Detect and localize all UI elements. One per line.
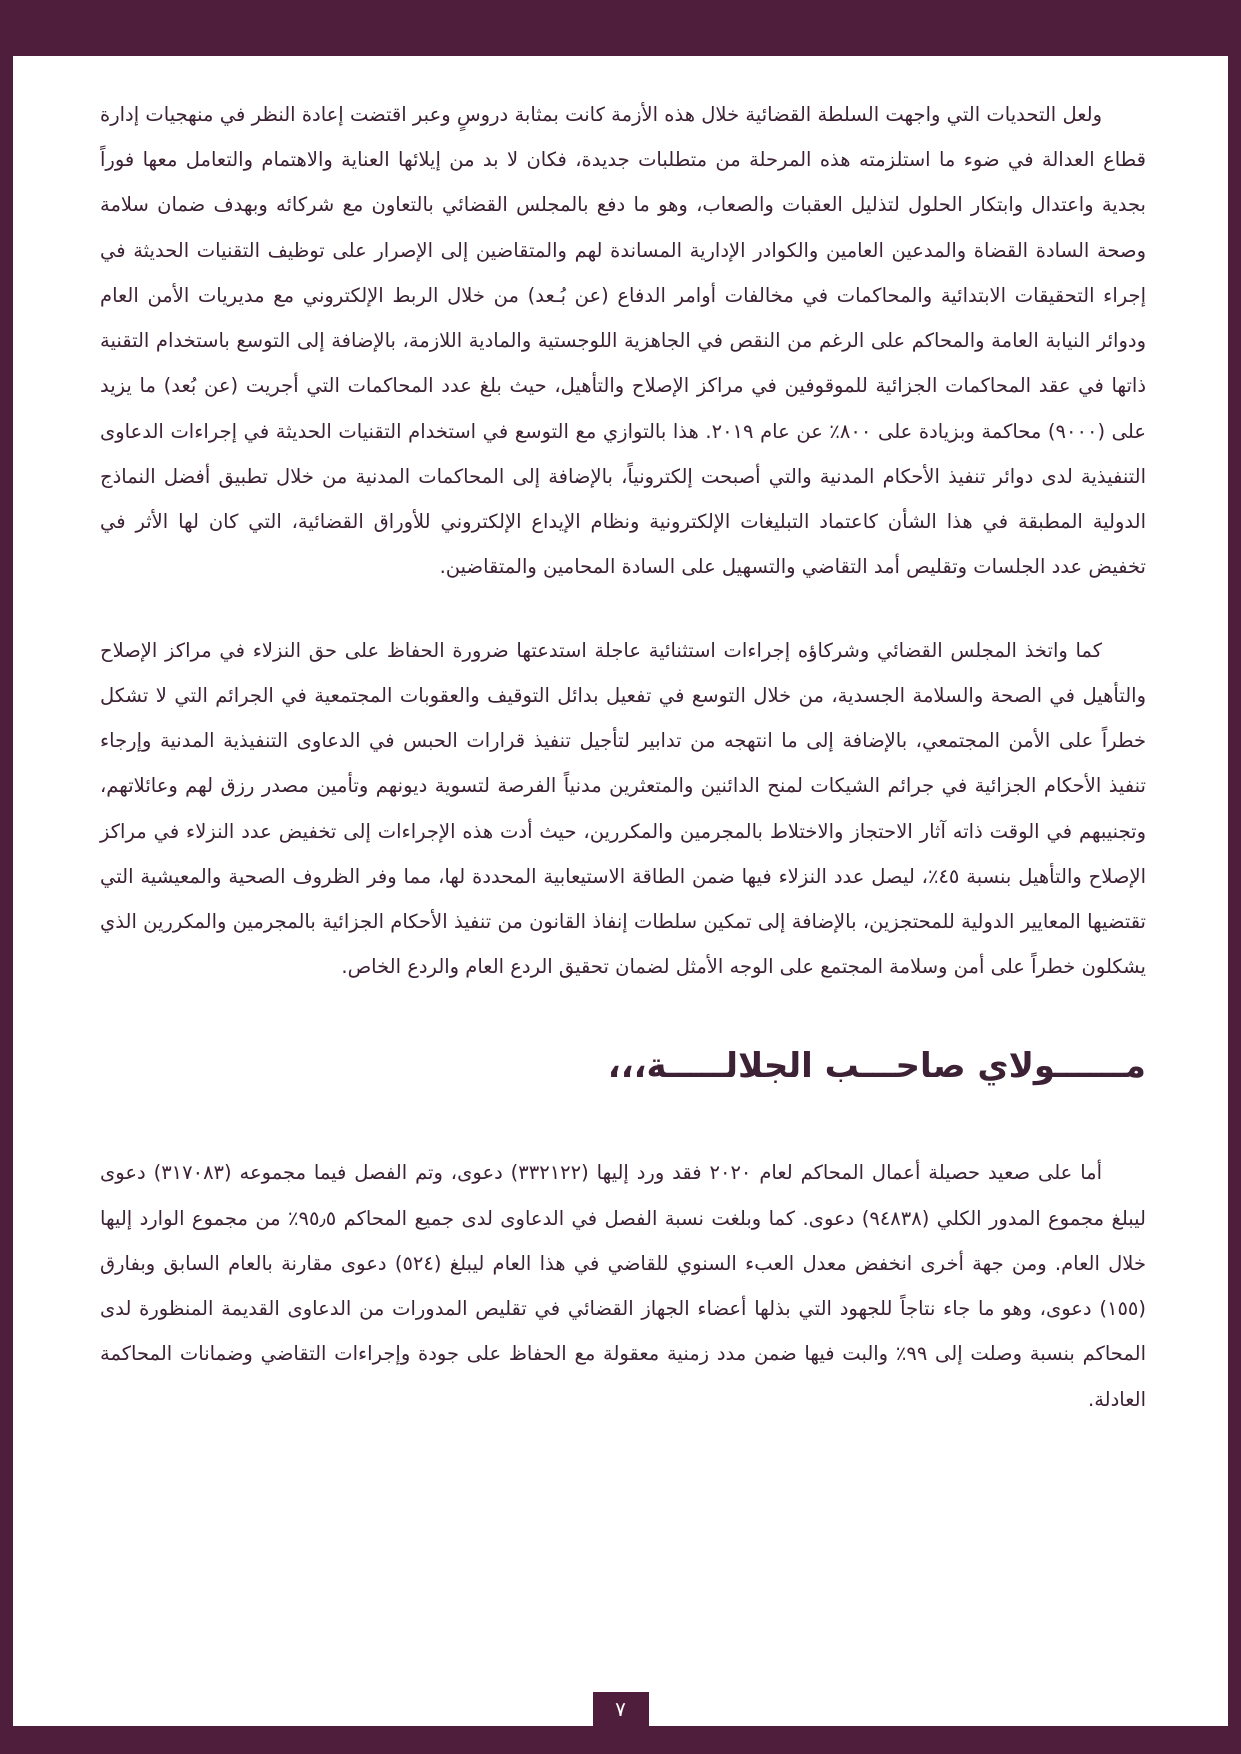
page-content <box>100 92 1146 1460</box>
paragraph-exceptional-measures: كما واتخذ المجلس القضائي وشركاؤه إجراءات استثنائية عاجلة استدعتها ضرورة الحفاظ على حق النزلاء في مراكز الإصلاح والتأهيل في الصحة والسلامة الجسدية، من خلال التوسع في تفعيل بدائل التوقيف والعقوبات المجتمعية في الجرائم التي لا تشكل خطراً على الأمن المجتمعي، بالإضافة إلى ما انتهجه من تدابير لتأجيل تنفيذ قرارات الحبس في الدعاوى التنفيذية المدنية وإرجاء تنفيذ الأحكام الجزائية في جرائم الشيكات لمنح الدائنين والمتعثرين مدنياً الفرصة لتسوية ديونهم وتأمين مصدر رزق لهم وعائلاتهم، وتجنيبهم في الوقت ذاته آثار الاحتجاز والاختلاط بالمجرمين والمكررين، حيث أدت هذه الإجراءات إلى تخفيض عدد النزلاء في مراكز الإصلاح والتأهيل بنسبة ٤٥٪، ليصل عدد النزلاء فيها ضمن الطاقة الاستيعابية المحددة لها، مما وفر الظروف الصحية والمعيشية التي تقتضيها المعايير الدولية للمحتجزين، بالإضافة إلى تمكين سلطات إنفاذ القانون من تنفيذ الأحكام الجزائية بالمجرمين والمكررين الذي يشكلون خطراً على أمن وسلامة المجتمع على الوجه الأمثل لضمان تحقيق الردع العام والردع الخاص. <box>100 638 1147 979</box>
right-border-bar <box>1228 0 1241 1754</box>
page-number-badge <box>593 1692 649 1726</box>
left-border-bar <box>0 0 13 1754</box>
salutation-heading: مــــــولاي صاحـــب الجلالـــــة،،، <box>607 1046 1146 1087</box>
top-border-bar <box>0 0 1241 56</box>
page-number: ٧ <box>615 1697 626 1721</box>
paragraph-courts-statistics: أما على صعيد حصيلة أعمال المحاكم لعام ٢٠٢٠ فقد ورد إليها (٣٣٢١٢٢) دعوى، وتم الفصل فيما مجموعه (٣١٧٠٨٣) دعوى ليبلغ مجموع المدور الكلي (٩٤٨٣٨) دعوى. كما وبلغت نسبة الفصل في الدعاوى لدى جميع المحاكم ٩٥٫٥٪ من مجموع الوارد إليها خلال العام. ومن جهة أخرى انخفض معدل العبء السنوي للقاضي في هذا العام ليبلغ (٥٢٤) دعوى مقارنة بالعام السابق وبفارق (١٥٥) دعوى، وهو ما جاء نتاجاً للجهود التي بذلها أعضاء الجهاز القضائي في تقليص المدورات من الدعاوى القديمة المنظورة لدى المحاكم بنسبة وصلت إلى ٩٩٪ والبت فيها ضمن مدد زمنية معقولة مع الحفاظ على جودة وإجراءات التقاضي وضمانات المحاكمة العادلة. <box>100 1161 1147 1411</box>
bottom-border-bar <box>0 1697 1241 1754</box>
paragraph-judicial-challenges: ولعل التحديات التي واجهت السلطة القضائية خلال هذه الأزمة كانت بمثابة دروسٍ وعبر اقتضت إعادة النظر في منهجيات إدارة قطاع العدالة في ضوء ما استلزمته هذه المرحلة من متطلبات جديدة، فكان لا بد من إيلائها العناية والاهتمام والتعامل معها فوراً بجدية واعتدال وابتكار الحلول لتذليل العقبات والصعاب، وهو ما دفع بالمجلس القضائي بالتعاون مع شركائه وبهدف ضمان سلامة وصحة السادة القضاة والمدعين العامين والكوادر الإدارية المساندة لهم والمتقاضين إلى الإصرار على توظيف التقنيات الحديثة في إجراء التحقيقات الابتدائية والمحاكمات في مخالفات أوامر الدفاع (عن بُـعد) من خلال الربط الإلكتروني مع مديريات الأمن العام ودوائر النيابة العامة والمحاكم على الرغم من النقص في الجاهزية اللوجستية والمادية اللازمة، بالإضافة إلى التوسع باستخدام التقنية ذاتها في عقد المحاكمات الجزائية للموقوفين في مراكز الإصلاح والتأهيل، حيث بلغ عدد المحاكمات التي أجريت (عن بُعد) ما يزيد على (٩٠٠٠) محاكمة وبزيادة على ٨٠٠٪ عن عام ٢٠١٩. هذا بالتوازي مع التوسع في استخدام التقنيات الحديثة في إجراءات الدعاوى التنفيذية لدى دوائر تنفيذ الأحكام المدنية والتي أصبحت إلكترونياً، بالإضافة إلى المحاكمات المدنية من خلال تطبيق أفضل النماذج الدولية المطبقة في هذا الشأن كاعتماد التبليغات الإلكترونية ونظام الإيداع الإلكتروني للأوراق القضائية، التي كان لها الأثر في تخفيض عدد الجلسات وتقليص أمد التقاضي والتسهيل على السادة المحامين والمتقاضين. <box>100 103 1147 579</box>
